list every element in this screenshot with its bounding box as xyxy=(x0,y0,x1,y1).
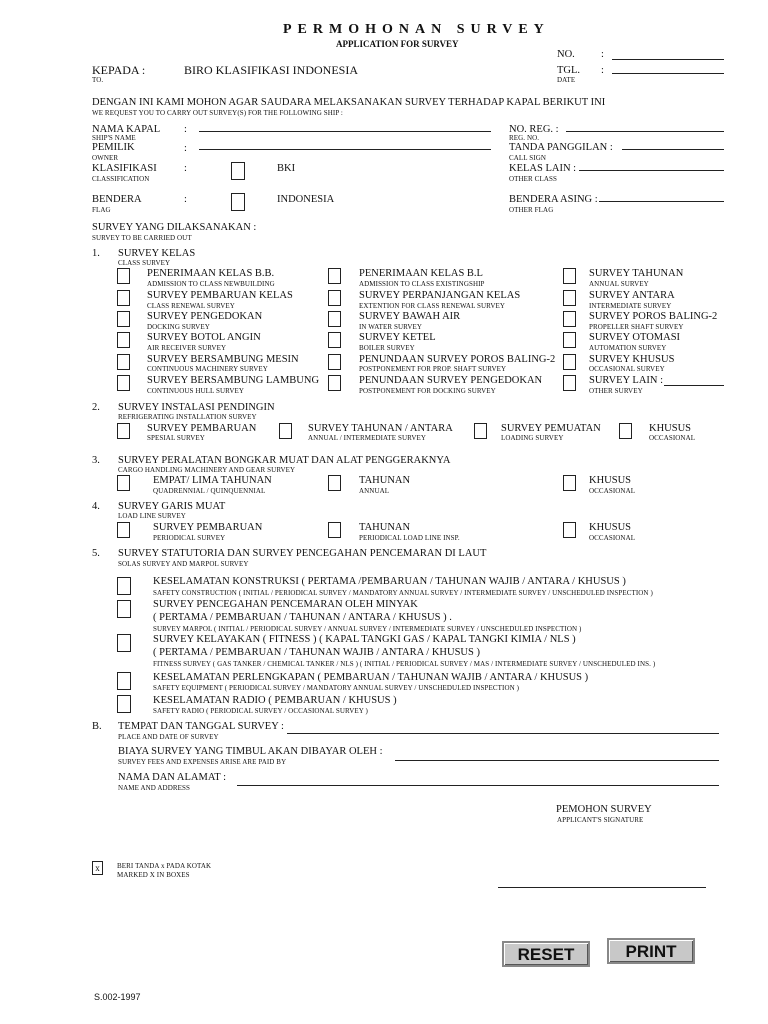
s1-item-label: PENERIMAAN KELAS B.B. xyxy=(147,268,275,279)
s1-item-label: SURVEY KHUSUS xyxy=(589,354,675,365)
s1-item-sub: AIR RECEIVER SURVEY xyxy=(147,344,227,352)
section3-number: 3. xyxy=(92,455,100,466)
s4-checkbox[interactable] xyxy=(328,522,341,538)
s2-checkbox[interactable] xyxy=(619,423,632,439)
section2-number: 2. xyxy=(92,402,100,413)
s1-checkbox[interactable] xyxy=(328,311,341,327)
s1-checkbox[interactable] xyxy=(328,290,341,306)
s4-checkbox[interactable] xyxy=(563,522,576,538)
s1-item-label: SURVEY BOTOL ANGIN xyxy=(147,332,261,343)
s1-item-sub: DOCKING SURVEY xyxy=(147,323,210,331)
section3-title: SURVEY PERALATAN BONGKAR MUAT DAN ALAT PENGGERAKNYA xyxy=(118,455,451,466)
indonesia-checkbox[interactable] xyxy=(231,193,245,211)
s2-item-label: SURVEY TAHUNAN / ANTARA xyxy=(308,423,453,434)
s1-item-label: SURVEY ANTARA xyxy=(589,290,675,301)
s5-item-label: KESELAMATAN PERLENGKAPAN ( PEMBARUAN / TAHUNAN WAJIB / ANTARA / KHUSUS ) xyxy=(153,672,589,683)
page-title: PERMOHONAN SURVEY xyxy=(283,22,550,37)
s5-item-label: SURVEY PENCEGAHAN PENCEMARAN OLEH MINYAK xyxy=(153,599,418,610)
s5-item-sub: SURVEY MARPOL ( INITIAL / PERIODICAL SURVEY / ANNUAL SURVEY / INTERMEDIATE SURVEY / UNSCHEDULED INSPECTION ) xyxy=(153,625,582,633)
s4-item-label: SURVEY PEMBARUAN xyxy=(153,522,263,533)
call-sign-label: CALL SIGN xyxy=(509,154,547,162)
no-reg-label: NO. REG. : xyxy=(509,124,559,135)
s5-item-sub: SAFETY RADIO ( PERIODICAL SURVEY / OCCASIONAL SURVEY ) xyxy=(153,707,368,715)
s1-item-label: SURVEY BAWAH AIR xyxy=(359,311,461,322)
bendera-colon: : xyxy=(184,194,187,205)
s3-item-label: KHUSUS xyxy=(589,475,632,486)
other-flag-label: OTHER FLAG xyxy=(509,206,554,214)
section1-title: SURVEY KELAS xyxy=(118,248,196,259)
s2-item-sub: ANNUAL / INTERMEDIATE SURVEY xyxy=(308,434,427,442)
s1-item-sub: ADMISSION TO CLASS EXISTINGSHIP xyxy=(359,280,485,288)
bki-label: BKI xyxy=(277,163,296,174)
tgl-label: TGL. xyxy=(557,65,581,76)
s5-marpol-checkbox[interactable] xyxy=(117,600,131,618)
place-label: PLACE AND DATE OF SURVEY xyxy=(118,733,219,741)
tgl-colon: : xyxy=(601,65,604,76)
s1-item-label: SURVEY OTOMASI xyxy=(589,332,681,343)
s1-item-label: SURVEY PENGEDOKAN xyxy=(147,311,263,322)
s5-safety-radio-checkbox[interactable] xyxy=(117,695,131,713)
s1-checkbox[interactable] xyxy=(117,375,130,391)
s5-item-label: KESELAMATAN RADIO ( PEMBARUAN / KHUSUS ) xyxy=(153,695,397,706)
section1-subtitle: CLASS SURVEY xyxy=(118,259,171,267)
s1-item-sub: POSTPONEMENT FOR DOCKING SURVEY xyxy=(359,387,496,395)
s3-item-sub: ANNUAL xyxy=(359,487,390,495)
s4-item-sub: PERIODICAL SURVEY xyxy=(153,534,226,542)
section4-subtitle: LOAD LINE SURVEY xyxy=(118,512,186,520)
s1-item-sub: OTHER SURVEY xyxy=(589,387,643,395)
name-address-label: NAME AND ADDRESS xyxy=(118,784,190,792)
s3-item-sub: OCCASIONAL xyxy=(589,487,636,495)
legend-text: BERI TANDA x PADA KOTAK xyxy=(117,862,212,870)
bki-checkbox[interactable] xyxy=(231,162,245,180)
section5-title: SURVEY STATUTORIA DAN SURVEY PENCEGAHAN PENCEMARAN DI LAUT xyxy=(118,548,487,559)
s3-checkbox[interactable] xyxy=(328,475,341,491)
nama-alamat-label: NAMA DAN ALAMAT : xyxy=(118,772,227,783)
kepada-value: BIRO KLASIFIKASI INDONESIA xyxy=(184,63,358,77)
section3-subtitle: CARGO HANDLING MACHINERY AND GEAR SURVEY xyxy=(118,466,296,474)
bendera-asing-label: BENDERA ASING : xyxy=(509,194,598,205)
owner-field[interactable] xyxy=(199,149,491,150)
other-survey-field[interactable] xyxy=(664,385,724,386)
s1-item-sub: BOILER SURVEY xyxy=(359,344,415,352)
s1-item-sub: CLASS RENEWAL SURVEY xyxy=(147,302,235,310)
nama-kapal-colon: : xyxy=(184,124,187,135)
s1-item-label: PENUNDAAN SURVEY PENGEDOKAN xyxy=(359,375,543,386)
signature-sublabel: APPLICANT'S SIGNATURE xyxy=(557,816,644,824)
other-flag-field[interactable] xyxy=(599,201,724,202)
s5-item-sub: SAFETY EQUIPMENT ( PERIODICAL SURVEY / MANDATORY ANNUAL SURVEY / UNSCHEDULED INSPECTION ) xyxy=(153,684,520,692)
s5-item-label-2: ( PERTAMA / PEMBARUAN / TAHUNAN WAJIB / ANTARA / KHUSUS ) xyxy=(153,647,480,658)
s2-item-sub: SPESIAL SURVEY xyxy=(147,434,205,442)
fees-label: SURVEY FEES AND EXPENSES ARISE ARE PAID BY xyxy=(118,758,287,766)
signature-line[interactable] xyxy=(498,887,706,888)
s2-item-label: KHUSUS xyxy=(649,423,692,434)
legend-checkbox-marked: x xyxy=(92,861,103,875)
s5-item-label-2: ( PERTAMA / PEMBARUAN / TAHUNAN / ANTARA / KHUSUS ) . xyxy=(153,612,452,623)
s1-item-sub: PROPELLER SHAFT SURVEY xyxy=(589,323,684,331)
s3-item-label: EMPAT/ LIMA TAHUNAN xyxy=(153,475,272,486)
s1-checkbox[interactable] xyxy=(563,311,576,327)
s2-item-sub: LOADING SURVEY xyxy=(501,434,564,442)
s5-item-label: SURVEY KELAYAKAN ( FITNESS ) ( KAPAL TANGKI GAS / KAPAL TANGKI KIMIA / NLS ) xyxy=(153,634,576,645)
klasifikasi-colon: : xyxy=(184,163,187,174)
section5-subtitle: SOLAS SURVEY AND MARPOL SURVEY xyxy=(118,560,249,568)
survey-header: SURVEY YANG DILAKSANAKAN : xyxy=(92,222,257,233)
s4-item-sub: PERIODICAL LOAD LINE INSP. xyxy=(359,534,460,542)
klasifikasi-label: KLASIFIKASI xyxy=(92,163,157,174)
form-code: S.002-1997 xyxy=(94,992,141,1002)
section5-number: 5. xyxy=(92,548,100,559)
pemilik-label: PEMILIK xyxy=(92,142,135,153)
ship-name-field[interactable] xyxy=(199,131,491,132)
section1-number: 1. xyxy=(92,248,100,259)
s1-item-sub: ANNUAL SURVEY xyxy=(589,280,649,288)
owner-label: OWNER xyxy=(92,154,119,162)
s1-item-label: SURVEY LAIN : xyxy=(589,375,664,386)
s1-item-label: SURVEY BERSAMBUNG MESIN xyxy=(147,354,299,365)
print-button[interactable]: PRINT xyxy=(607,938,695,964)
call-sign-field[interactable] xyxy=(622,149,724,150)
place-date-field[interactable] xyxy=(287,733,719,734)
s5-item-label: KESELAMATAN KONSTRUKSI ( PERTAMA /PEMBARUAN / TAHUNAN WAJIB / ANTARA / KHUSUS ) xyxy=(153,576,626,587)
s1-checkbox[interactable] xyxy=(328,268,341,284)
bendera-label: BENDERA xyxy=(92,194,142,205)
s1-item-label: SURVEY KETEL xyxy=(359,332,436,343)
s1-checkbox[interactable] xyxy=(117,268,130,284)
s1-checkbox[interactable] xyxy=(563,290,576,306)
s1-item-label: SURVEY POROS BALING-2 xyxy=(589,311,718,322)
s4-item-sub: OCCASIONAL xyxy=(589,534,636,542)
s2-checkbox[interactable] xyxy=(279,423,292,439)
no-colon: : xyxy=(601,49,604,60)
to-label: TO. xyxy=(92,76,104,84)
s1-item-label: SURVEY TAHUNAN xyxy=(589,268,684,279)
s5-fitness-checkbox[interactable] xyxy=(117,634,131,652)
no-label: NO. xyxy=(557,49,575,60)
page-subtitle: APPLICATION FOR SURVEY xyxy=(336,39,459,49)
s1-item-sub: AUTOMATION SURVEY xyxy=(589,344,667,352)
s2-checkbox[interactable] xyxy=(117,423,130,439)
reg-no-label: REG. NO. xyxy=(509,134,540,142)
s2-item-sub: OCCASIONAL xyxy=(649,434,696,442)
partb-number: B. xyxy=(92,721,102,732)
s1-item-label: SURVEY PERPANJANGAN KELAS xyxy=(359,290,521,301)
kepada-label: KEPADA : xyxy=(92,63,146,77)
s4-item-label: TAHUNAN xyxy=(359,522,411,533)
classification-label: CLASSIFICATION xyxy=(92,175,150,183)
s1-item-sub: INTERMEDIATE SURVEY xyxy=(589,302,672,310)
s2-item-label: SURVEY PEMBARUAN xyxy=(147,423,257,434)
s1-item-sub: ADMISSION TO CLASS NEWBUILDING xyxy=(147,280,275,288)
s5-item-sub: FITNESS SURVEY ( GAS TANKER / CHEMICAL TANKER / NLS ) ( INITIAL / PERIODICAL SURVEY / MAS / INTERMEDIATE SURVEY / UNSCHEDULED INS. ) xyxy=(153,660,656,668)
no-field[interactable] xyxy=(612,59,724,60)
s1-checkbox[interactable] xyxy=(328,354,341,370)
s1-checkbox[interactable] xyxy=(563,354,576,370)
s1-checkbox[interactable] xyxy=(563,375,576,391)
tanda-panggilan-label: TANDA PANGGILAN : xyxy=(509,142,613,153)
s1-item-label: PENUNDAAN SURVEY POROS BALING-2 xyxy=(359,354,556,365)
s1-checkbox[interactable] xyxy=(117,332,130,348)
s3-item-label: TAHUNAN xyxy=(359,475,411,486)
intro-text: DENGAN INI KAMI MOHON AGAR SAUDARA MELAKSANAKAN SURVEY TERHADAP KAPAL BERIKUT INI xyxy=(92,97,606,108)
s3-checkbox[interactable] xyxy=(117,475,130,491)
paid-by-field[interactable] xyxy=(395,760,719,761)
s5-safety-construction-checkbox[interactable] xyxy=(117,577,131,595)
s1-item-label: SURVEY PEMBARUAN KELAS xyxy=(147,290,293,301)
survey-header-sub: SURVEY TO BE CARRIED OUT xyxy=(92,234,192,242)
s1-item-sub: EXTENTION FOR CLASS RENEWAL SURVEY xyxy=(359,302,506,310)
date-label: DATE xyxy=(557,76,576,84)
s1-checkbox[interactable] xyxy=(563,332,576,348)
s2-item-label: SURVEY PEMUATAN xyxy=(501,423,601,434)
s1-item-sub: CONTINUOUS MACHINERY SURVEY xyxy=(147,365,268,373)
biaya-label: BIAYA SURVEY YANG TIMBUL AKAN DIBAYAR OLEH : xyxy=(118,746,383,757)
date-field[interactable] xyxy=(612,73,724,74)
reset-button[interactable]: RESET xyxy=(502,941,590,967)
s1-item-sub: IN WATER SURVEY xyxy=(359,323,423,331)
other-class-label: OTHER CLASS xyxy=(509,175,557,183)
section2-subtitle: REFRIGERATING INSTALLATION SURVEY xyxy=(118,413,257,421)
legend-subtext: MARKED X IN BOXES xyxy=(117,871,190,879)
section2-title: SURVEY INSTALASI PENDINGIN xyxy=(118,402,275,413)
nama-kapal-label: NAMA KAPAL xyxy=(92,124,161,135)
s1-item-sub: CONTINUOUS HULL SURVEY xyxy=(147,387,245,395)
section4-title: SURVEY GARIS MUAT xyxy=(118,501,226,512)
signature-label: PEMOHON SURVEY xyxy=(556,804,652,815)
s3-item-sub: QUADRENNIAL / QUINQUENNIAL xyxy=(153,487,266,495)
s1-checkbox[interactable] xyxy=(117,354,130,370)
s5-item-sub: SAFETY CONSTRUCTION ( INITIAL / PERIODICAL SURVEY / MANDATORY ANNUAL SURVEY / INTERMEDIATE SURVEY / UNSCHEDULED INSPECTION ) xyxy=(153,589,653,597)
s1-checkbox[interactable] xyxy=(117,290,130,306)
s3-checkbox[interactable] xyxy=(563,475,576,491)
reg-no-field[interactable] xyxy=(566,131,724,132)
s1-item-sub: POSTPONEMENT FOR PROP. SHAFT SURVEY xyxy=(359,365,507,373)
s1-checkbox[interactable] xyxy=(328,375,341,391)
s5-safety-equipment-checkbox[interactable] xyxy=(117,672,131,690)
s1-item-label: SURVEY BERSAMBUNG LAMBUNG xyxy=(147,375,320,386)
kelas-lain-label: KELAS LAIN : xyxy=(509,163,577,174)
intro-subtext: WE REQUEST YOU TO CARRY OUT SURVEY(S) FOR THE FOLLOWING SHIP : xyxy=(92,109,343,117)
s2-checkbox[interactable] xyxy=(474,423,487,439)
ships-name-label: SHIP'S NAME xyxy=(92,134,136,142)
s1-item-label: PENERIMAAN KELAS B.L xyxy=(359,268,483,279)
other-class-field[interactable] xyxy=(579,170,724,171)
pemilik-colon: : xyxy=(184,143,187,154)
indonesia-label: INDONESIA xyxy=(277,194,335,205)
s1-checkbox[interactable] xyxy=(563,268,576,284)
flag-label: FLAG xyxy=(92,206,111,214)
section4-number: 4. xyxy=(92,501,100,512)
s4-item-label: KHUSUS xyxy=(589,522,632,533)
name-address-field[interactable] xyxy=(237,785,719,786)
s1-item-sub: OCCASIONAL SURVEY xyxy=(589,365,665,373)
s1-checkbox[interactable] xyxy=(328,332,341,348)
s1-checkbox[interactable] xyxy=(117,311,130,327)
tempat-label: TEMPAT DAN TANGGAL SURVEY : xyxy=(118,721,284,732)
s4-checkbox[interactable] xyxy=(117,522,130,538)
